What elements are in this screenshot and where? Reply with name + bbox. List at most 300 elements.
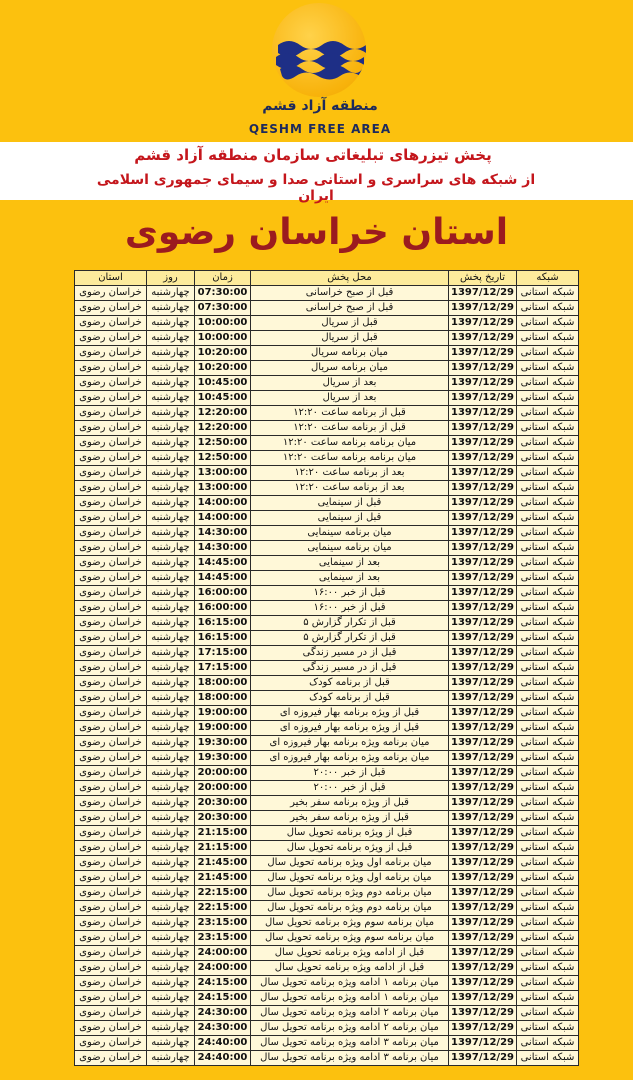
- cell-day: چهارشنبه: [147, 991, 195, 1006]
- cell-province: خراسان رضوی: [75, 931, 147, 946]
- cell-time: 18:00:00: [195, 691, 251, 706]
- cell-place: میان برنامه ویژه برنامه بهار فیروزه ای: [251, 751, 449, 766]
- cell-place: قبل از برنامه ساعت ۱۲:۲۰: [251, 421, 449, 436]
- cell-province: خراسان رضوی: [75, 721, 147, 736]
- cell-time: 18:00:00: [195, 676, 251, 691]
- table-row: [75, 571, 579, 586]
- table-row: [75, 331, 579, 346]
- cell-province: خراسان رضوی: [75, 346, 147, 361]
- cell-place: قبل از خبر ۱۶:۰۰: [251, 586, 449, 601]
- cell-province: خراسان رضوی: [75, 466, 147, 481]
- cell-place: قبل از ویژه برنامه تحویل سال: [251, 826, 449, 841]
- cell-time: 13:00:00: [195, 481, 251, 496]
- logo-name-fa: منطقه آزاد قشم: [262, 98, 378, 114]
- cell-time: 20:30:00: [195, 796, 251, 811]
- cell-time: 24:30:00: [195, 1021, 251, 1036]
- cell-province: خراسان رضوی: [75, 391, 147, 406]
- table-row: [75, 436, 579, 451]
- cell-date: 1397/12/29: [449, 961, 517, 976]
- cell-day: چهارشنبه: [147, 616, 195, 631]
- cell-date: 1397/12/29: [449, 751, 517, 766]
- cell-day: چهارشنبه: [147, 631, 195, 646]
- header-subtitle: از شبکه های سراسری و استانی صدا و سیمای جمهوری اسلامی ایران: [96, 172, 536, 204]
- column-header-place: محل پخش: [251, 271, 449, 286]
- cell-network: شبکه استانی: [517, 616, 579, 631]
- cell-date: 1397/12/29: [449, 436, 517, 451]
- cell-province: خراسان رضوی: [75, 856, 147, 871]
- cell-date: 1397/12/29: [449, 631, 517, 646]
- cell-province: خراسان رضوی: [75, 676, 147, 691]
- cell-network: شبکه استانی: [517, 286, 579, 301]
- table-row: [75, 451, 579, 466]
- cell-day: چهارشنبه: [147, 376, 195, 391]
- cell-province: خراسان رضوی: [75, 961, 147, 976]
- cell-time: 21:15:00: [195, 826, 251, 841]
- cell-network: شبکه استانی: [517, 1051, 579, 1066]
- cell-province: خراسان رضوی: [75, 751, 147, 766]
- cell-network: شبکه استانی: [517, 841, 579, 856]
- cell-network: شبکه استانی: [517, 1021, 579, 1036]
- cell-network: شبکه استانی: [517, 541, 579, 556]
- cell-time: 14:45:00: [195, 556, 251, 571]
- cell-place: قبل از سریال: [251, 316, 449, 331]
- cell-network: شبکه استانی: [517, 556, 579, 571]
- cell-time: 17:15:00: [195, 661, 251, 676]
- cell-network: شبکه استانی: [517, 721, 579, 736]
- cell-place: میان برنامه سینمایی: [251, 541, 449, 556]
- cell-province: خراسان رضوی: [75, 1021, 147, 1036]
- cell-province: خراسان رضوی: [75, 631, 147, 646]
- cell-date: 1397/12/29: [449, 886, 517, 901]
- cell-network: شبکه استانی: [517, 976, 579, 991]
- table-header-row: [75, 271, 579, 286]
- table-row: [75, 946, 579, 961]
- cell-time: 10:45:00: [195, 376, 251, 391]
- table-row: [75, 466, 579, 481]
- cell-network: شبکه استانی: [517, 436, 579, 451]
- cell-date: 1397/12/29: [449, 691, 517, 706]
- cell-time: 23:15:00: [195, 916, 251, 931]
- cell-network: شبکه استانی: [517, 511, 579, 526]
- cell-place: میان برنامه اول ویژه برنامه تحویل سال: [251, 856, 449, 871]
- cell-time: 21:45:00: [195, 871, 251, 886]
- cell-place: بعد از برنامه ساعت ۱۲:۲۰: [251, 481, 449, 496]
- cell-date: 1397/12/29: [449, 541, 517, 556]
- cell-day: چهارشنبه: [147, 871, 195, 886]
- cell-date: 1397/12/29: [449, 991, 517, 1006]
- cell-province: خراسان رضوی: [75, 586, 147, 601]
- cell-place: میان برنامه اول ویژه برنامه تحویل سال: [251, 871, 449, 886]
- cell-network: شبکه استانی: [517, 406, 579, 421]
- cell-date: 1397/12/29: [449, 781, 517, 796]
- cell-day: چهارشنبه: [147, 586, 195, 601]
- cell-date: 1397/12/29: [449, 466, 517, 481]
- table-row: [75, 961, 579, 976]
- cell-day: چهارشنبه: [147, 541, 195, 556]
- cell-date: 1397/12/29: [449, 1006, 517, 1021]
- cell-date: 1397/12/29: [449, 1036, 517, 1051]
- cell-day: چهارشنبه: [147, 691, 195, 706]
- cell-day: چهارشنبه: [147, 796, 195, 811]
- cell-day: چهارشنبه: [147, 721, 195, 736]
- table-row: [75, 976, 579, 991]
- cell-place: میان برنامه سینمایی: [251, 526, 449, 541]
- cell-date: 1397/12/29: [449, 406, 517, 421]
- cell-place: قبل از خبر ۲۰:۰۰: [251, 781, 449, 796]
- cell-time: 21:15:00: [195, 841, 251, 856]
- table-row: [75, 796, 579, 811]
- cell-day: چهارشنبه: [147, 826, 195, 841]
- cell-province: خراسان رضوی: [75, 406, 147, 421]
- cell-place: قبل از خبر ۱۶:۰۰: [251, 601, 449, 616]
- cell-network: شبکه استانی: [517, 421, 579, 436]
- cell-place: میان برنامه ۳ ادامه ویژه برنامه تحویل سال: [251, 1036, 449, 1051]
- schedule-table: [74, 270, 579, 1066]
- cell-province: خراسان رضوی: [75, 901, 147, 916]
- table-row: [75, 1051, 579, 1066]
- cell-province: خراسان رضوی: [75, 1036, 147, 1051]
- cell-time: 24:00:00: [195, 961, 251, 976]
- table-row: [75, 376, 579, 391]
- cell-time: 14:00:00: [195, 496, 251, 511]
- cell-date: 1397/12/29: [449, 376, 517, 391]
- table-row: [75, 586, 579, 601]
- column-header-date: تاریخ پخش: [449, 271, 517, 286]
- table-row: [75, 871, 579, 886]
- table-row: [75, 1021, 579, 1036]
- cell-day: چهارشنبه: [147, 421, 195, 436]
- cell-date: 1397/12/29: [449, 301, 517, 316]
- cell-place: قبل از ویژه برنامه سفر بخیر: [251, 811, 449, 826]
- table-row: [75, 856, 579, 871]
- cell-place: میان برنامه سریال: [251, 346, 449, 361]
- cell-time: 14:00:00: [195, 511, 251, 526]
- cell-day: چهارشنبه: [147, 946, 195, 961]
- cell-day: چهارشنبه: [147, 676, 195, 691]
- cell-network: شبکه استانی: [517, 946, 579, 961]
- cell-date: 1397/12/29: [449, 661, 517, 676]
- cell-place: میان برنامه ۱ ادامه ویژه برنامه تحویل سال: [251, 991, 449, 1006]
- table-row: [75, 661, 579, 676]
- cell-date: 1397/12/29: [449, 391, 517, 406]
- cell-province: خراسان رضوی: [75, 481, 147, 496]
- cell-network: شبکه استانی: [517, 811, 579, 826]
- cell-date: 1397/12/29: [449, 496, 517, 511]
- cell-place: میان برنامه ۱ ادامه ویژه برنامه تحویل سال: [251, 976, 449, 991]
- cell-network: شبکه استانی: [517, 901, 579, 916]
- cell-day: چهارشنبه: [147, 466, 195, 481]
- cell-day: چهارشنبه: [147, 496, 195, 511]
- cell-date: 1397/12/29: [449, 676, 517, 691]
- cell-day: چهارشنبه: [147, 556, 195, 571]
- table-row: [75, 646, 579, 661]
- cell-province: خراسان رضوی: [75, 661, 147, 676]
- cell-date: 1397/12/29: [449, 646, 517, 661]
- cell-place: میان برنامه برنامه ساعت ۱۲:۲۰: [251, 451, 449, 466]
- cell-province: خراسان رضوی: [75, 316, 147, 331]
- cell-day: چهارشنبه: [147, 1051, 195, 1066]
- cell-date: 1397/12/29: [449, 346, 517, 361]
- cell-day: چهارشنبه: [147, 661, 195, 676]
- cell-time: 19:00:00: [195, 721, 251, 736]
- cell-province: خراسان رضوی: [75, 361, 147, 376]
- cell-date: 1397/12/29: [449, 946, 517, 961]
- cell-time: 12:50:00: [195, 436, 251, 451]
- cell-date: 1397/12/29: [449, 1021, 517, 1036]
- cell-time: 12:20:00: [195, 421, 251, 436]
- cell-day: چهارشنبه: [147, 481, 195, 496]
- cell-day: چهارشنبه: [147, 646, 195, 661]
- table-row: [75, 826, 579, 841]
- cell-province: خراسان رضوی: [75, 886, 147, 901]
- cell-date: 1397/12/29: [449, 316, 517, 331]
- cell-day: چهارشنبه: [147, 961, 195, 976]
- table-row: [75, 526, 579, 541]
- cell-time: 10:45:00: [195, 391, 251, 406]
- table-row: [75, 406, 579, 421]
- cell-time: 10:20:00: [195, 361, 251, 376]
- cell-day: چهارشنبه: [147, 811, 195, 826]
- cell-network: شبکه استانی: [517, 526, 579, 541]
- cell-time: 24:00:00: [195, 946, 251, 961]
- logo-name-en: QESHM FREE AREA: [248, 122, 392, 136]
- cell-time: 16:00:00: [195, 586, 251, 601]
- cell-place: قبل از برنامه کودک: [251, 691, 449, 706]
- table-row: [75, 1036, 579, 1051]
- cell-place: بعد از سریال: [251, 391, 449, 406]
- cell-province: خراسان رضوی: [75, 601, 147, 616]
- cell-time: 13:00:00: [195, 466, 251, 481]
- cell-time: 16:15:00: [195, 631, 251, 646]
- cell-date: 1397/12/29: [449, 736, 517, 751]
- cell-day: چهارشنبه: [147, 736, 195, 751]
- cell-province: خراسان رضوی: [75, 541, 147, 556]
- cell-time: 22:15:00: [195, 886, 251, 901]
- cell-day: چهارشنبه: [147, 1021, 195, 1036]
- cell-network: شبکه استانی: [517, 961, 579, 976]
- cell-day: چهارشنبه: [147, 301, 195, 316]
- cell-province: خراسان رضوی: [75, 796, 147, 811]
- cell-time: 20:00:00: [195, 766, 251, 781]
- cell-network: شبکه استانی: [517, 331, 579, 346]
- cell-date: 1397/12/29: [449, 586, 517, 601]
- cell-date: 1397/12/29: [449, 931, 517, 946]
- cell-province: خراسان رضوی: [75, 811, 147, 826]
- cell-province: خراسان رضوی: [75, 976, 147, 991]
- cell-date: 1397/12/29: [449, 796, 517, 811]
- cell-network: شبکه استانی: [517, 391, 579, 406]
- cell-network: شبکه استانی: [517, 481, 579, 496]
- table-row: [75, 1006, 579, 1021]
- cell-day: چهارشنبه: [147, 571, 195, 586]
- cell-date: 1397/12/29: [449, 766, 517, 781]
- table-row: [75, 391, 579, 406]
- cell-network: شبکه استانی: [517, 571, 579, 586]
- cell-time: 12:50:00: [195, 451, 251, 466]
- cell-place: قبل از تکرار گزارش ۵: [251, 631, 449, 646]
- cell-network: شبکه استانی: [517, 376, 579, 391]
- cell-province: خراسان رضوی: [75, 301, 147, 316]
- cell-day: چهارشنبه: [147, 406, 195, 421]
- cell-date: 1397/12/29: [449, 856, 517, 871]
- cell-time: 12:20:00: [195, 406, 251, 421]
- cell-province: خراسان رضوی: [75, 496, 147, 511]
- cell-date: 1397/12/29: [449, 841, 517, 856]
- cell-time: 21:45:00: [195, 856, 251, 871]
- cell-day: چهارشنبه: [147, 316, 195, 331]
- schedule-body: [75, 286, 579, 1066]
- cell-province: خراسان رضوی: [75, 946, 147, 961]
- cell-date: 1397/12/29: [449, 871, 517, 886]
- cell-place: قبل از سینمایی: [251, 511, 449, 526]
- cell-place: قبل از ویژه برنامه بهار فیروزه ای: [251, 721, 449, 736]
- table-row: [75, 631, 579, 646]
- table-row: [75, 616, 579, 631]
- cell-day: چهارشنبه: [147, 526, 195, 541]
- cell-date: 1397/12/29: [449, 361, 517, 376]
- cell-network: شبکه استانی: [517, 631, 579, 646]
- cell-place: میان برنامه دوم ویژه برنامه تحویل سال: [251, 886, 449, 901]
- table-row: [75, 301, 579, 316]
- column-header-province: استان: [75, 271, 147, 286]
- cell-day: چهارشنبه: [147, 706, 195, 721]
- cell-date: 1397/12/29: [449, 481, 517, 496]
- cell-date: 1397/12/29: [449, 916, 517, 931]
- table-row: [75, 706, 579, 721]
- cell-place: میان برنامه دوم ویژه برنامه تحویل سال: [251, 901, 449, 916]
- cell-date: 1397/12/29: [449, 706, 517, 721]
- table-row: [75, 751, 579, 766]
- cell-network: شبکه استانی: [517, 301, 579, 316]
- cell-day: چهارشنبه: [147, 436, 195, 451]
- cell-network: شبکه استانی: [517, 706, 579, 721]
- cell-date: 1397/12/29: [449, 721, 517, 736]
- cell-time: 24:40:00: [195, 1051, 251, 1066]
- cell-province: خراسان رضوی: [75, 556, 147, 571]
- cell-date: 1397/12/29: [449, 526, 517, 541]
- cell-place: میان برنامه ویژه برنامه بهار فیروزه ای: [251, 736, 449, 751]
- table-row: [75, 721, 579, 736]
- cell-province: خراسان رضوی: [75, 451, 147, 466]
- province-title: استان خراسان رضوی: [124, 212, 509, 253]
- table-row: [75, 841, 579, 856]
- cell-date: 1397/12/29: [449, 976, 517, 991]
- table-row: [75, 916, 579, 931]
- cell-time: 14:45:00: [195, 571, 251, 586]
- cell-place: قبل از ویژه برنامه بهار فیروزه ای: [251, 706, 449, 721]
- cell-province: خراسان رضوی: [75, 511, 147, 526]
- waves-icon: [272, 3, 366, 97]
- cell-date: 1397/12/29: [449, 286, 517, 301]
- cell-day: چهارشنبه: [147, 511, 195, 526]
- cell-place: میان برنامه سریال: [251, 361, 449, 376]
- cell-network: شبکه استانی: [517, 871, 579, 886]
- cell-date: 1397/12/29: [449, 511, 517, 526]
- cell-date: 1397/12/29: [449, 811, 517, 826]
- table-row: [75, 766, 579, 781]
- cell-network: شبکه استانی: [517, 856, 579, 871]
- cell-place: میان برنامه سوم ویژه برنامه تحویل سال: [251, 931, 449, 946]
- cell-network: شبکه استانی: [517, 661, 579, 676]
- cell-day: چهارشنبه: [147, 286, 195, 301]
- cell-day: چهارشنبه: [147, 361, 195, 376]
- cell-time: 07:30:00: [195, 286, 251, 301]
- cell-place: قبل از ویژه برنامه تحویل سال: [251, 841, 449, 856]
- cell-network: شبکه استانی: [517, 601, 579, 616]
- cell-province: خراسان رضوی: [75, 736, 147, 751]
- cell-network: شبکه استانی: [517, 361, 579, 376]
- cell-time: 24:30:00: [195, 1006, 251, 1021]
- cell-network: شبکه استانی: [517, 316, 579, 331]
- cell-province: خراسان رضوی: [75, 706, 147, 721]
- cell-time: 19:30:00: [195, 751, 251, 766]
- cell-place: قبل از خبر ۲۰:۰۰: [251, 766, 449, 781]
- cell-date: 1397/12/29: [449, 826, 517, 841]
- cell-province: خراسان رضوی: [75, 616, 147, 631]
- cell-province: خراسان رضوی: [75, 526, 147, 541]
- cell-date: 1397/12/29: [449, 571, 517, 586]
- cell-time: 14:30:00: [195, 526, 251, 541]
- cell-day: چهارشنبه: [147, 1036, 195, 1051]
- cell-day: چهارشنبه: [147, 901, 195, 916]
- cell-time: 23:15:00: [195, 931, 251, 946]
- cell-time: 22:15:00: [195, 901, 251, 916]
- cell-place: قبل از سینمایی: [251, 496, 449, 511]
- cell-network: شبکه استانی: [517, 1036, 579, 1051]
- table-row: [75, 541, 579, 556]
- table-row: [75, 991, 579, 1006]
- cell-place: قبل از ادامه ویژه برنامه تحویل سال: [251, 961, 449, 976]
- table-row: [75, 901, 579, 916]
- cell-date: 1397/12/29: [449, 556, 517, 571]
- cell-place: میان برنامه ۲ ادامه ویژه برنامه تحویل سال: [251, 1006, 449, 1021]
- cell-province: خراسان رضوی: [75, 841, 147, 856]
- cell-province: خراسان رضوی: [75, 331, 147, 346]
- cell-time: 10:00:00: [195, 316, 251, 331]
- cell-time: 24:15:00: [195, 991, 251, 1006]
- cell-time: 19:30:00: [195, 736, 251, 751]
- cell-province: خراسان رضوی: [75, 1051, 147, 1066]
- cell-network: شبکه استانی: [517, 346, 579, 361]
- cell-province: خراسان رضوی: [75, 1006, 147, 1021]
- cell-network: شبکه استانی: [517, 586, 579, 601]
- table-row: [75, 601, 579, 616]
- cell-province: خراسان رضوی: [75, 436, 147, 451]
- cell-place: میان برنامه ۳ ادامه ویژه برنامه تحویل سال: [251, 1051, 449, 1066]
- cell-province: خراسان رضوی: [75, 916, 147, 931]
- cell-time: 14:30:00: [195, 541, 251, 556]
- table-row: [75, 316, 579, 331]
- cell-date: 1397/12/29: [449, 901, 517, 916]
- cell-network: شبکه استانی: [517, 916, 579, 931]
- cell-time: 20:00:00: [195, 781, 251, 796]
- table-row: [75, 781, 579, 796]
- cell-day: چهارشنبه: [147, 766, 195, 781]
- table-row: [75, 811, 579, 826]
- cell-place: بعد از برنامه ساعت ۱۲:۲۰: [251, 466, 449, 481]
- cell-day: چهارشنبه: [147, 976, 195, 991]
- cell-day: چهارشنبه: [147, 886, 195, 901]
- logo: [0, 0, 633, 142]
- cell-date: 1397/12/29: [449, 1051, 517, 1066]
- cell-network: شبکه استانی: [517, 766, 579, 781]
- column-header-time: زمان: [195, 271, 251, 286]
- cell-time: 16:15:00: [195, 616, 251, 631]
- cell-place: قبل از در مسیر زندگی: [251, 646, 449, 661]
- cell-province: خراسان رضوی: [75, 646, 147, 661]
- cell-province: خراسان رضوی: [75, 691, 147, 706]
- cell-province: خراسان رضوی: [75, 991, 147, 1006]
